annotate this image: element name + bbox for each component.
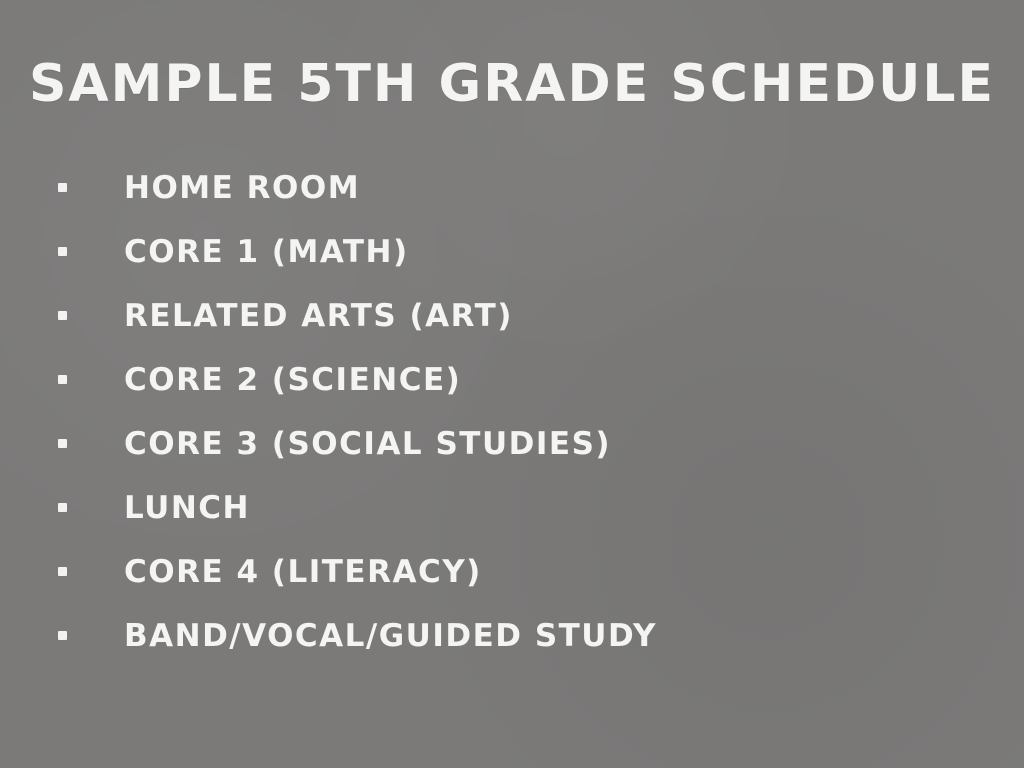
list-item-text: CORE 3 (SOCIAL STUDIES) (124, 426, 612, 462)
list-item-text: LUNCH (124, 490, 250, 526)
bullet-icon (58, 567, 67, 576)
list-item (0, 608, 1024, 672)
list-item-text: HOME ROOM (124, 170, 361, 206)
list-item-text: BAND/VOCAL/GUIDED STUDY (124, 618, 657, 654)
schedule-list (0, 160, 1024, 672)
list-item (0, 544, 1024, 608)
list-item (0, 160, 1024, 224)
list-item (0, 288, 1024, 352)
bullet-icon (58, 247, 67, 256)
bullet-icon (58, 375, 67, 384)
list-item (0, 480, 1024, 544)
bullet-icon (58, 439, 67, 448)
list-item (0, 352, 1024, 416)
list-item-text: CORE 1 (MATH) (124, 234, 409, 270)
bullet-icon (58, 311, 67, 320)
bullet-icon (58, 503, 67, 512)
list-item-text: RELATED ARTS (ART) (124, 298, 513, 334)
bullet-icon (58, 631, 67, 640)
list-item-text: CORE 2 (SCIENCE) (124, 362, 462, 398)
slide-title: SAMPLE 5TH GRADE SCHEDULE (28, 54, 996, 114)
list-item-text: CORE 4 (LITERACY) (124, 554, 482, 590)
list-item (0, 416, 1024, 480)
list-item (0, 224, 1024, 288)
bullet-icon (58, 183, 67, 192)
